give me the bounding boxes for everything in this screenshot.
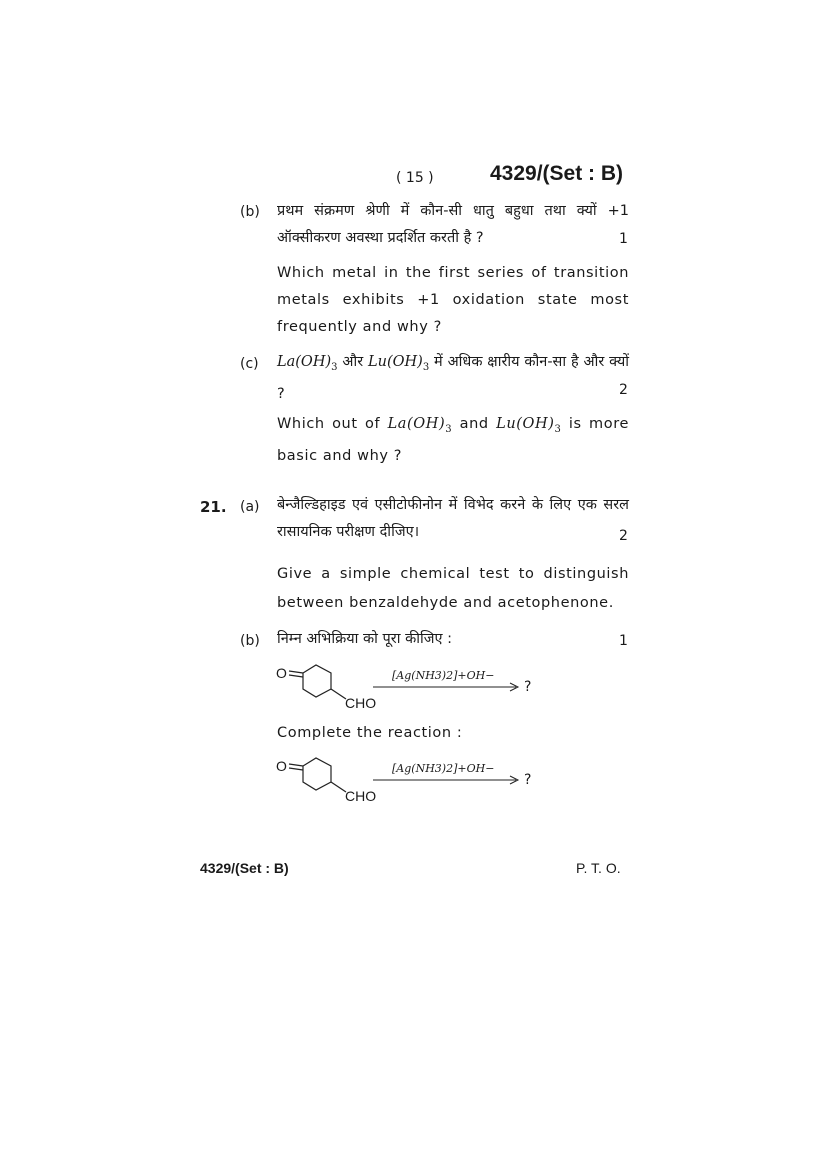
paper-code: 4329/(Set : B) [490,162,624,185]
footer-paper-code: 4329/(Set : B) [200,860,289,876]
oxygen-label: O [276,665,287,681]
q21a-label: (a) [240,499,260,515]
cho-label: CHO [345,695,377,711]
q21b-hindi: निम्न अभिक्रिया को पूरा कीजिए : [277,631,452,647]
q21b-label: (b) [240,633,260,649]
q21b-english: Complete the reaction : [277,725,463,741]
reaction-scheme-hindi [276,662,576,710]
product-placeholder: ? [524,679,532,695]
q20b-english: Which metal in the first series of transition metals exhibits +1 oxidation state most frequently and why ? [277,265,629,335]
reagent-tollens: [Ag(NH3)2]+OH− [392,669,495,682]
q20b-label: (b) [240,204,260,220]
la-oh3-formula-en: $La(OH)_3$ [387,416,453,435]
reagent-tollens: [Ag(NH3)2]+OH− [392,762,495,775]
q20b-marks: 1 [619,231,628,247]
reaction-scheme-english [276,755,576,803]
q21-number: 21. [200,498,227,516]
q20c-hindi: $La(OH)_3$ और $Lu(OH)_3$ में अधिक क्षारीय कौन-सा है और क्यों ? [277,354,630,402]
q20c-label: (c) [240,356,259,372]
footer-pto: P. T. O. [576,860,621,876]
cho-label: CHO [345,788,377,804]
q20c-english: Which out of $La(OH)_3$ and $Lu(OH)_3$ is more basic and why ? [277,416,629,464]
lu-oh3-formula: $Lu(OH)_3$ [367,354,430,373]
q21b-marks: 1 [619,633,628,649]
product-placeholder: ? [524,772,532,788]
q21a-english: Give a simple chemical test to distinguish between benzaldehyde and acetophenone. [277,566,629,611]
q20b-hindi: प्रथम संक्रमण श्रेणी में कौन-सी धातु बहुधा तथा क्यों +1 ऑक्सीकरण अवस्था प्रदर्शित करती है ? [277,203,629,246]
lu-oh3-formula-en: $Lu(OH)_3$ [496,416,562,435]
oxygen-label: O [276,758,287,774]
q20c-marks: 2 [619,382,628,398]
q21a-hindi: बेन्जैल्डिहाइड एवं एसीटोफीनोन में विभेद करने के लिए एक सरल रासायनिक परीक्षण दीजिए। [277,497,629,540]
q21a-marks: 2 [619,528,628,544]
page-number: ( 15 ) [396,170,434,186]
la-oh3-formula: $La(OH)_3$ [277,354,338,373]
